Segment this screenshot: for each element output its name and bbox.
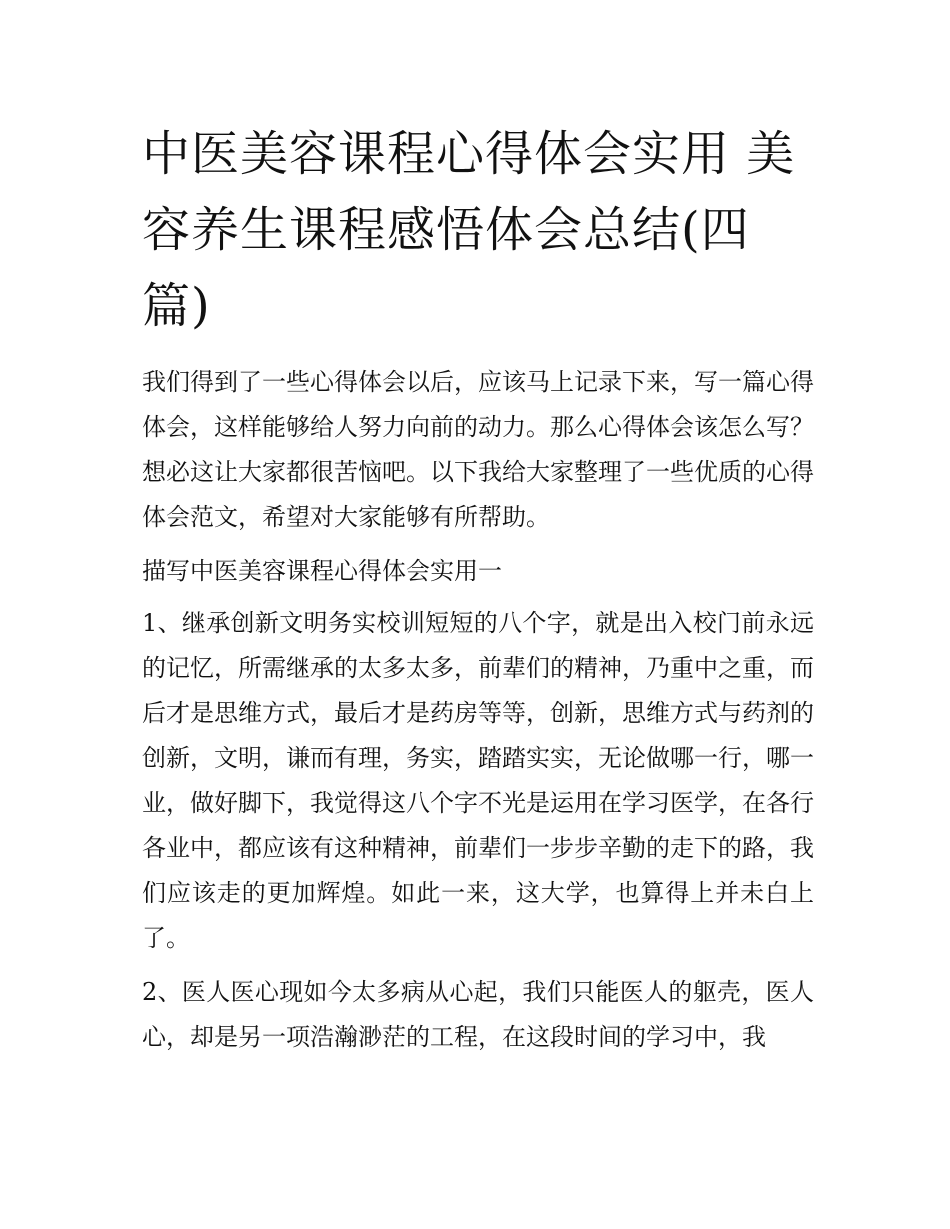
document-title: 中医美容课程心得体会实用 美容养生课程感悟体会总结(四篇) [142, 126, 796, 334]
section-heading: 描写中医美容课程心得体会实用一 [142, 557, 502, 585]
item-paragraph-2: 2、医人医心现如今太多病从心起，我们只能医人的躯壳，医人心，却是另一项浩瀚渺茫的工程，在这段时间的学习中，我 [142, 978, 814, 1051]
intro-paragraph: 我们得到了一些心得体会以后，应该马上记录下来，写一篇心得体会，这样能够给人努力向前的动力。那么心得体会该怎么写？想必这让大家都很苦恼吧。以下我给大家整理了一些优质的心得体会范文，希望对大家能够有所帮助。 [142, 368, 814, 531]
item-paragraph-1: 1、继承创新文明务实校训短短的八个字，就是出入校门前永远的记忆，所需继承的太多太多，前辈们的精神，乃重中之重，而后才是思维方式，最后才是药房等等，创新，思维方式与药剂的创新，文明，谦而有理，务实，踏踏实实，无论做哪一行，哪一业，做好脚下，我觉得这八个字不光是运用在学习医学，在各行各业中，都应该有这种精神，前辈们一步步辛勤的走下的路，我们应该走的更加辉煌。如此一来，这大学，也算得上并未白上了。 [142, 609, 814, 952]
document-page [142, 116, 814, 1069]
